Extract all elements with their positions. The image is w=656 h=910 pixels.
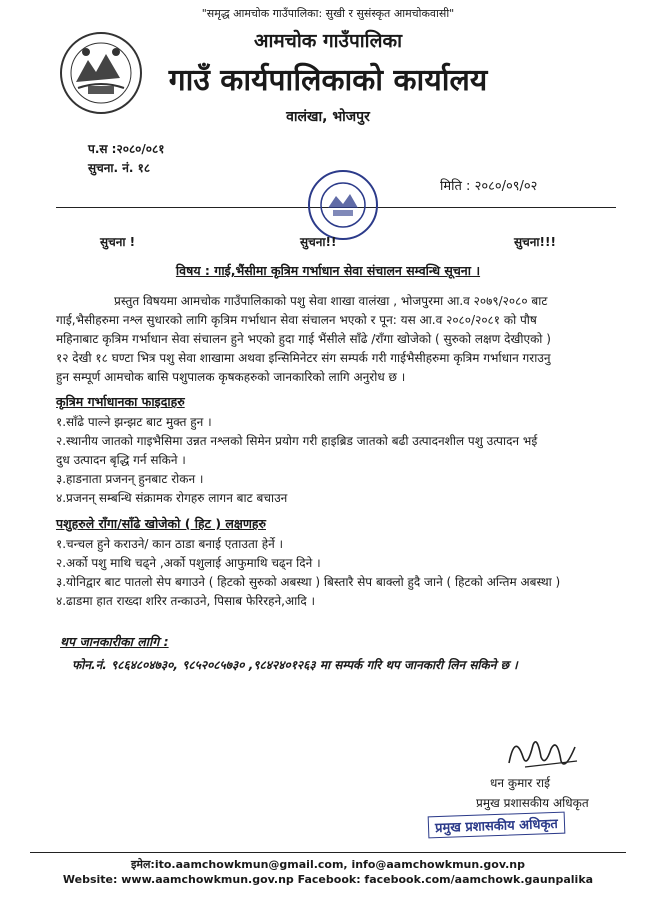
symptom-item: ४.ढाडमा हात राख्दा शरिर तन्काउने, पिसाब फेरिरहने,आदि । <box>56 594 316 608</box>
contact-heading: थप जानकारीका लागि : <box>60 634 169 649</box>
footer-email: इमेल:ito.aamchowkmun@gmail.com, info@aamchowkmun.gov.np <box>131 858 525 871</box>
issue-date: मिति : २०८०/०९/०२ <box>440 179 538 194</box>
notice-label-right: सुचना!!! <box>514 235 556 249</box>
org-name: आमचोक गाउँपालिका <box>253 30 403 52</box>
reference-ps: प.स :२०८०/०८१ <box>88 142 165 156</box>
subject-text: विषय : गाई,भैंसीमा कृत्रिम गर्भाधान सेवा संचालन सम्वन्धि सूचना । <box>175 263 481 278</box>
symptoms-heading: पशुहरुले राँगा/साँढे खोजेको ( हिट ) लक्षणहरु <box>56 516 266 531</box>
motto: "समृद्ध आमचोक गाउँपालिका: सुखी र सुसंस्कृत आमचोकवासी" <box>201 7 455 20</box>
designation-stamp: प्रमुख प्रशासकीय अधिकृत <box>428 812 566 839</box>
subject-line <box>0 262 656 279</box>
body-paragraph <box>56 292 622 387</box>
body-line: हुन सम्पूर्ण आमचोक बासि पशुपालक कृषकहरुको जानकारिको लागि अनुरोध छ । <box>56 370 406 384</box>
signatory-name: धन कुमार राई <box>490 776 550 790</box>
office-name: गाउँ कार्यपालिकाको कार्यालय <box>168 63 488 98</box>
benefit-item: १.साँढे पाल्ने झन्झट बाट मुक्त हुन । <box>56 415 212 429</box>
benefit-item: दुध उत्पादन बृद्धि गर्न सकिने । <box>56 453 186 467</box>
notice-number: सुचना. नं. १८ <box>88 161 151 175</box>
notice-label-left: सुचना ! <box>100 235 136 249</box>
body-line: गाई,भैसीहरुमा नश्ल सुधारको लागि कृत्रिम गर्भाधान सेवा संचालन भएको र पून: यस आ.व २०८०/२०८१ को पौष <box>56 313 537 327</box>
footer-website: Website: www.aamchowkmun.gov.np Facebook: facebook.com/aamchowk.gaunpalika <box>62 873 594 886</box>
contact-phone-line: फोन.नं. ९८६४८०४७३०, ९८५२०८५७३० ,९८४२४०१२६३ मा सम्पर्क गरि थप जानकारी लिन सकिने छ । <box>72 658 518 672</box>
symptom-item: २.अर्को पशु माथि चढ्ने ,अर्को पशुलाई आफुमाथि चढ्न दिने । <box>56 556 321 570</box>
benefit-item: ३.हाडनाता प्रजनन् हुनबाट रोकन । <box>56 472 204 486</box>
body-line: महिनाबाट कृत्रिम गर्भाधान सेवा संचालन हुने भएको हुदा गाई भैंसीले साँढे /राँगा खोजेको ( सुरुको लक्षण देखीएको ) <box>56 332 551 346</box>
symptom-item: ३.योनिद्वार बाट पातलो सेप बगाउने ( हिटको सुरुको अबस्था ) बिस्तारै सेप बाक्लो हुदै जाने ( हिटको अन्तिम अबस्था ) <box>56 575 561 589</box>
signatory-title: प्रमुख प्रशासकीय अधिकृत <box>476 796 589 810</box>
benefits-heading: कृत्रिम गर्भाधानका फाइदाहरु <box>56 394 185 409</box>
benefit-item: २.स्थानीय जातको गाइभैसिमा उन्नत नश्लको सिमेन प्रयोग गरी हाइब्रिड जातको बढी उत्पादनशील पशु उत्पादन भई <box>56 434 538 448</box>
symptom-item: १.चन्चल हुने कराउने/ कान ठाडा बनाई एताउता हेर्ने । <box>56 537 284 551</box>
office-address: वालंखा, भोजपुर <box>286 109 370 125</box>
notice-label-center: सुचना!! <box>300 235 337 249</box>
body-line: १२ देखी १८ घण्टा भित्र पशु सेवा शाखामा अथवा इन्सिमिनेटर संग सम्पर्क गरी गाईभैसीहरुमा कृत्रिम गर्भाधान गराउनु <box>56 351 551 365</box>
benefit-item: ४.प्रजनन् सम्बन्धि संक्रामक रोगहरु लागन बाट बचाउन <box>56 491 288 505</box>
signature-mark <box>505 727 585 775</box>
office-stamp <box>306 168 380 242</box>
footer-divider <box>30 852 626 853</box>
body-line: प्रस्तुत विषयमा आमचोक गाउँपालिकाको पशु सेवा शाखा वालंखा , भोजपुरमा आ.व २०७९/२०८० बाट <box>114 294 548 308</box>
